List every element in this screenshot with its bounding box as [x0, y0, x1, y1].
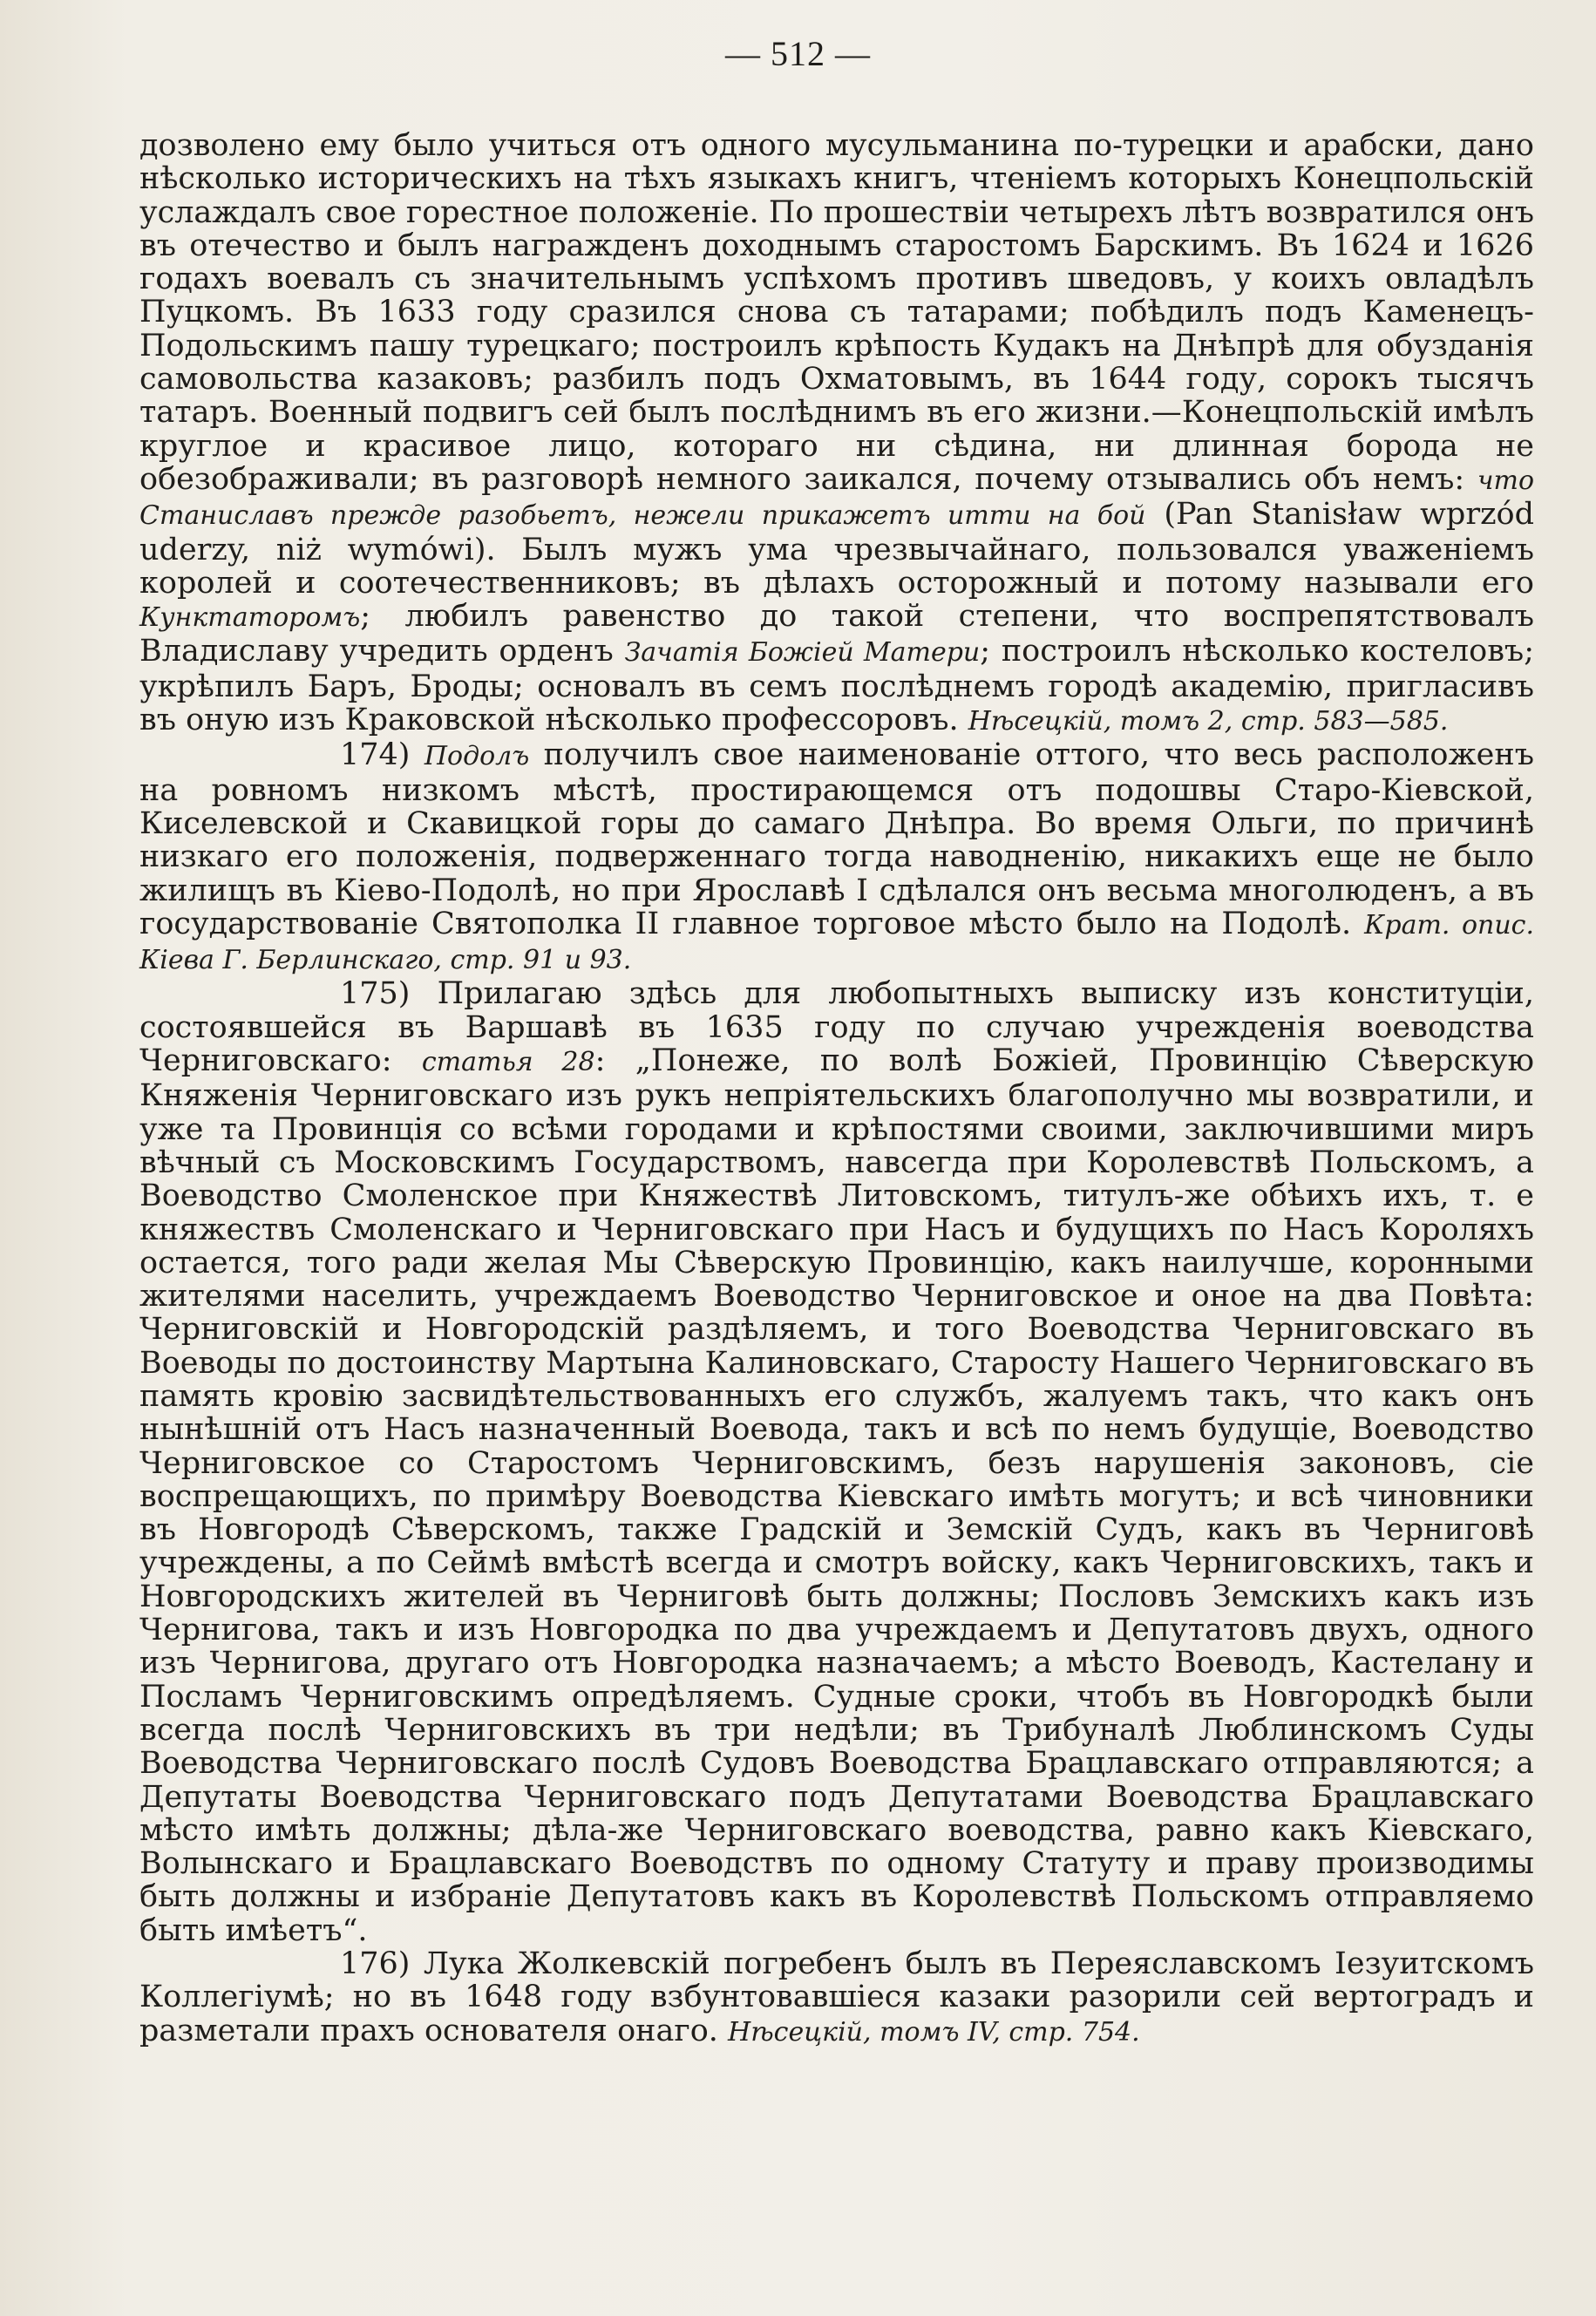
- paragraph-continuation: [139, 129, 1534, 738]
- citation: Нѣсецкій, томъ 2, стр. 583—585.: [968, 706, 1449, 737]
- text-run: : „Понеже, по волѣ Божіей, Провинцію Сѣверскую Княженія Черниговскаго изъ рукъ непріятельскихъ благополучно мы возвратили, и уже та Провинція со всѣми городами и крѣпостями своими, заключившими миръ вѣчный съ Московскимъ Государствомъ, навсегда при Королевствѣ Польскомъ, а Воеводство Смоленское при Княжествѣ Литовскомъ, титулъ-же обѣихъ ихъ, т. е княжествъ Смоленскаго и Черниговскаго при Насъ и будущихъ по Насъ Короляхъ остается, того ради желая Мы Сѣверскую Провинцію, какъ наилучше, коронными жителями населить, учреждаемъ Воеводство Черниговское и оное на два Повѣта: Черниговскій и Новгородскій раздѣляемъ, и того Воеводства Черниговскаго въ Воеводы по достоинству Мартына Калиновскаго, Старосту Нашего Черниговскаго въ память кровію засвидѣтельствованныхъ его службъ, жалуемъ такъ, что какъ онъ нынѣшній отъ Насъ назначенный Воевода, такъ и всѣ по немъ будущіе, Воеводство Черниговское со Старостомъ Черниговскимъ, безъ нарушенія законовъ, сіе воспрещающихъ, по примѣру Воеводства Кіевскаго имѣть могутъ; и всѣ чиновники въ Новгородѣ Сѣверскомъ, также Градскій и Земскій Судъ, какъ въ Черниговѣ учреждены, а по Сеймѣ вмѣстѣ всегда и смотръ войску, какъ Черниговскихъ, такъ и Новгородскихъ жителей въ Черниговѣ быть должны; Пословъ Земскихъ какъ изъ Чернигова, такъ и изъ Новгородка по два учреждаемъ и Депутатовъ двухъ, одного изъ Чернигова, другаго отъ Новгородка назначаемъ; а мѣсто Воеводъ, Кастелану и Посламъ Черниговскимъ опредѣляемъ. Судные сроки, чтобъ въ Новгородкѣ были всегда послѣ Черниговскихъ въ три недѣли; въ Трибуналѣ Люблинскомъ Суды Воеводства Черниговскаго послѣ Судовъ Воеводства Брацлавскаго отправляются; а Депутаты Воеводства Черниговскаго подъ Депутатами Воеводства Брацлавскаго мѣсто имѣть должны; дѣла-же Черниговскаго воеводства, равно какъ Кіевскаго, Волынскаго и Брацлавскаго Воеводствъ по одному Статуту и праву производимы быть должны и избраніе Депутатовъ какъ въ Королевствѣ Польскомъ отправляемо быть имѣетъ“.: [139, 1043, 1534, 1948]
- body-text: [139, 129, 1534, 2049]
- note-number: 175): [340, 976, 438, 1012]
- note-174: [139, 738, 1534, 977]
- page-number: — 512 —: [725, 34, 871, 73]
- citation: Крат. опис. Кіева Г. Берлинскаго, стр. 91 и 93.: [139, 909, 1534, 976]
- note-175: [139, 977, 1534, 1947]
- text-run: ; любилъ равенство до такой степени, что воспрепятствовалъ Владиславу учредить орденъ: [139, 599, 1534, 669]
- note-176: [139, 1947, 1534, 2049]
- text-run: Лука Жолкевскій погребенъ былъ въ Переяславскомъ Іезуитскомъ Коллегіумѣ; но въ 1648 году взбунтовавшіеся казаки разорили сей вертоградъ и разметали прахъ основателя онаго.: [139, 1946, 1535, 2048]
- italic-term: Подолъ: [424, 741, 530, 772]
- italic-article: статья 28: [421, 1047, 595, 1078]
- text-run: (Pan Stanisław wprzód uderzy, niż wymówi). Былъ мужъ ума чрезвычайнаго, пользовался уваженіемъ королей и соотечественниковъ; въ дѣлахъ осторожный и потому называли его: [139, 497, 1534, 601]
- note-number: 176): [340, 1946, 424, 1982]
- text-run: дозволено ему было учиться отъ одного мусульманина по-турецки и арабски, дано нѣсколько историческихъ на тѣхъ языкахъ книгъ, чтеніемъ которыхъ Конецпольскій услаждалъ свое горестное положеніе. По прошествіи четырехъ лѣтъ возвратился онъ въ отечество и былъ награжденъ доходнымъ старостомъ Барскимъ. Въ 1624 и 1626 годахъ воевалъ съ значительнымъ успѣхомъ противъ шведовъ, у коихъ овладѣлъ Пуцкомъ. Въ 1633 году сразился снова съ татарами; побѣдилъ подъ Каменецъ-Подольскимъ пашу турецкаго; построилъ крѣпость Кудакъ на Днѣпрѣ для обузданія самовольства казаковъ; разбилъ подъ Охматовымъ, въ 1644 году, сорокъ тысячъ татаръ. Военный подвигъ сей былъ послѣднимъ въ его жизни.—Конецпольскій имѣлъ круглое и красивое лицо, котораго ни сѣдина, ни длинная борода не обезображивали; въ разговорѣ немного заикался, почему отзывались объ немъ:: [139, 128, 1534, 497]
- citation: Нѣсецкій, томъ IV, стр. 754.: [728, 2016, 1140, 2048]
- note-number: 174): [340, 737, 424, 773]
- italic-order-name: Зачатія Божіей Матери: [624, 637, 981, 669]
- text-run: Прилагаю здѣсь для любопытныхъ выписку изъ конституціи, состоявшейся въ Варшавѣ въ 1635 году по случаю учрежденія воеводства Черниговскаго:: [139, 976, 1534, 1079]
- italic-quote: что Станиславъ прежде разобьетъ, нежели прикажетъ итти на бой: [139, 465, 1534, 532]
- italic-nickname: Кунктаторомъ: [139, 602, 361, 634]
- text-run: ; построилъ нѣсколько костеловъ; укрѣпилъ Баръ, Броды; основалъ въ семъ послѣднемъ городѣ академію, пригласивъ въ оную изъ Краковской нѣсколько профессоровъ.: [139, 634, 1534, 738]
- text-run: получилъ свое наименованіе оттого, что весь расположенъ на ровномъ низкомъ мѣстѣ, простирающемся отъ подошвы Старо-Кіевской, Киселевской и Скавицкой горы до самаго Днѣпра. Во время Ольги, по причинѣ низкаго его положенія, подверженнаго тогда наводненію, никакихъ еще не было жилищъ въ Кіево-Подолѣ, но при Ярославѣ I сдѣлался онъ весьма многолюденъ, а въ государствованіе Святополка II главное торговое мѣсто было на Подолѣ.: [139, 737, 1534, 941]
